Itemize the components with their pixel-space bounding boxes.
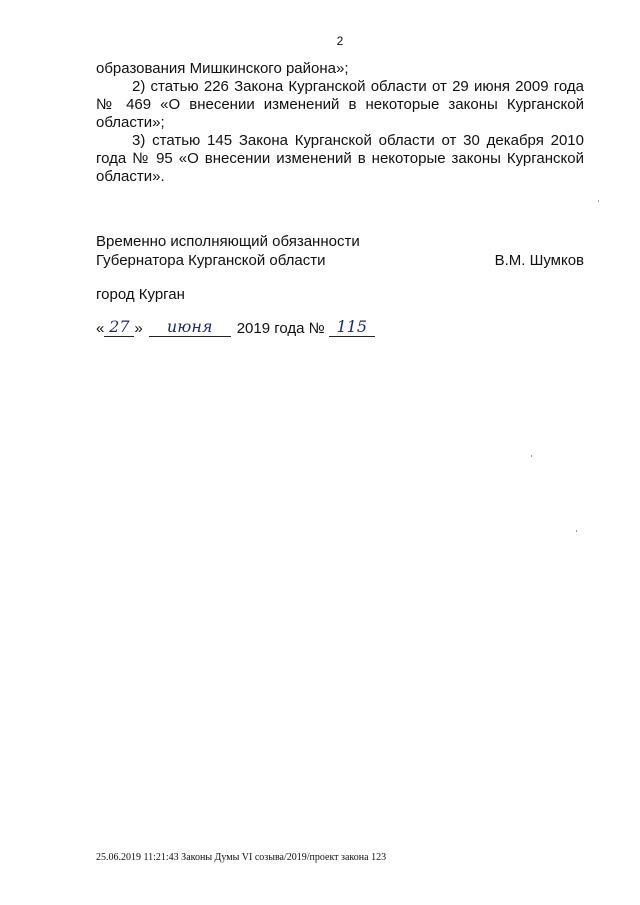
page-number: 2 — [336, 34, 344, 48]
city-name: город Курган — [96, 286, 185, 303]
date-open-quote: « — [96, 320, 105, 337]
date-line — [96, 318, 375, 337]
date-day-handwritten: 27 — [104, 318, 134, 337]
footer-stamp: 25.06.2019 11:21:43 Законы Думы VI созыва/2019/проект закона 123 — [96, 852, 387, 863]
signatory-title-line-2: Губернатора Курганской области — [96, 252, 326, 269]
date-year-text: 2019 года № — [236, 320, 325, 337]
paragraph-item-3: 3) статью 145 Закона Курганской области от 30 декабря 2010 года № 95 «О внесении изменений в некоторые законы Курганской области». — [96, 132, 584, 185]
signature-block — [96, 232, 584, 270]
paragraph-continuation: образования Мишкинского района»; — [96, 60, 349, 77]
date-month-handwritten: июня — [149, 318, 231, 337]
scan-speck — [598, 200, 599, 202]
scan-speck — [576, 530, 577, 532]
signatory-name: В.М. Шумков — [494, 252, 584, 269]
date-close-quote: » — [134, 320, 143, 337]
document-body — [96, 60, 584, 186]
law-number-handwritten: 115 — [329, 318, 375, 337]
signatory-title-line-1: Временно исполняющий обязанности — [96, 233, 360, 250]
scan-speck — [531, 455, 532, 457]
paragraph-item-2: 2) статью 226 Закона Курганской области от 29 июня 2009 года № 469 «О внесении изменений в некоторые законы Курганской области»; — [96, 78, 584, 131]
